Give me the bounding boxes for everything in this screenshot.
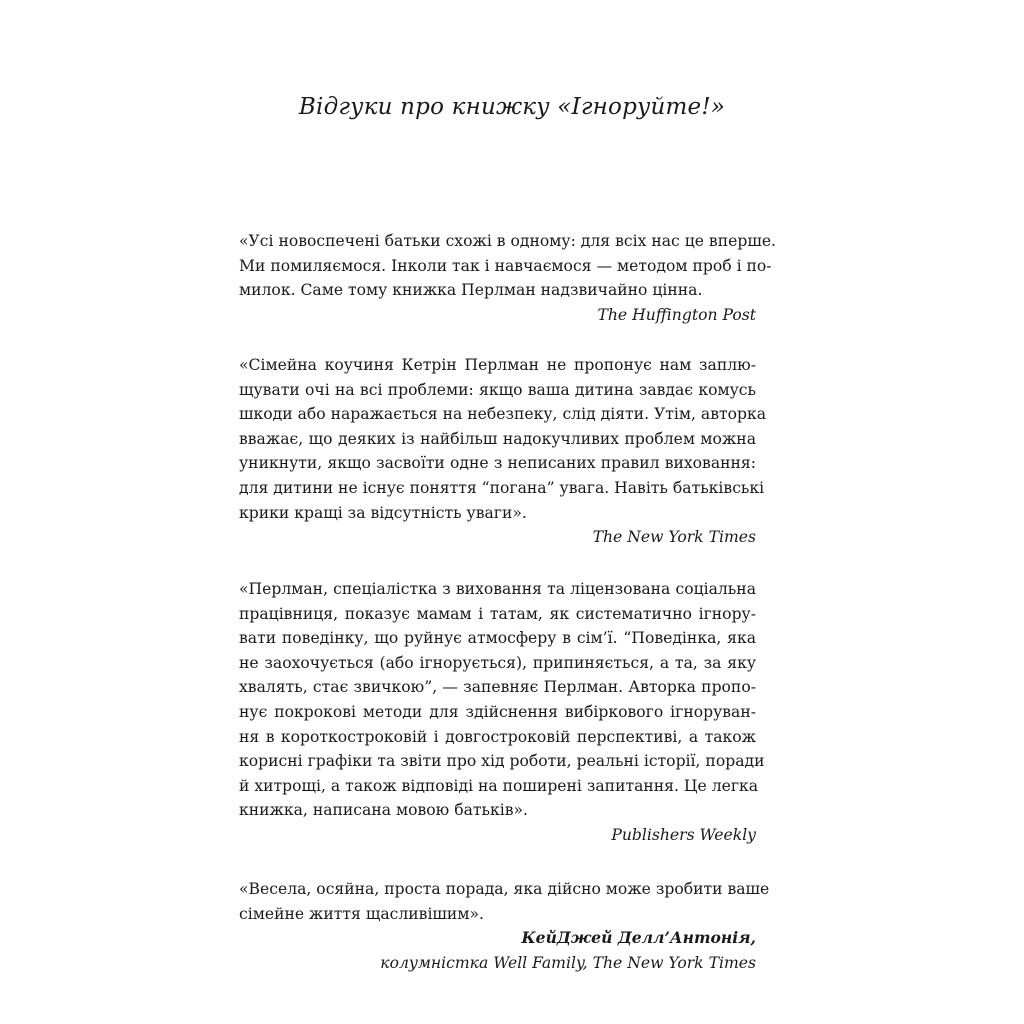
review-line: «Сімейна коучиня Кетрін Перлман не пропонує нам заплю- [239,356,756,374]
review-text [239,229,777,303]
review-source: Publishers Weekly [611,825,756,844]
review-line: Ми помиляємося. Інколи так і навчаємося — методом проб і по- [239,256,772,275]
review-text [239,353,767,525]
review-line: щувати очі на всі проблеми: якщо ваша дитина завдає комусь [239,380,756,399]
review-line: нує покрокові методи для здійснення вибіркового ігноруван- [239,702,756,721]
review-source: The Huffington Post [597,305,756,324]
review-line: ня в короткостроковій і довгостроковій перспективі, а також [239,727,756,746]
review-new-york-times [239,353,767,550]
review-line: хвалять, стає звичкою”, — запевняє Перлман. Авторка пропо- [239,678,756,697]
review-line: вважає, що деяких із найбільш надокучливих проблем можна [239,429,756,448]
review-line: «Усі новоспечені батьки схожі в одному: для всіх нас це вперше. [239,232,777,250]
review-line: не заохочується (або ігнорується), припиняється, а та, за яку [239,653,756,672]
review-line: крики кращі за відсутність уваги». [239,503,527,522]
review-line: й хитрощі, а також відповіді на поширені запитання. Це легка [239,776,759,795]
review-line: вати поведінку, що руйнує атмосферу в сім’ї. “Поведінка, яка [239,629,756,648]
review-line: милок. Саме тому книжка Перлман надзвичайно цінна. [239,281,703,300]
review-line: сімейне життя щасливішим». [239,904,484,923]
review-text [239,877,770,926]
page-title: Відгуки про книжку «Ігноруйте!» [298,94,726,120]
review-kj-dellantonia [239,877,770,975]
review-line: книжка, написана мовою батьків». [239,801,529,820]
review-source: колумністка Well Family, The New York Times [380,953,756,972]
review-line: шкоди або наражається на небезпеку, слід діяти. Утім, авторка [239,405,767,424]
review-line: «Перлман, спеціалістка з виховання та ліцензована соціальна [239,580,756,598]
review-publishers-weekly [239,577,765,848]
review-line: для дитини не існує поняття “погана” увага. Навіть батьківські [239,478,765,497]
review-huffington-post [239,229,777,327]
review-line: корисні графіки та звіти про хід роботи, реальні історії, поради [239,752,765,771]
review-line: уникнути, якщо засвоїти одне з неписаних правил виховання: [239,454,756,473]
review-source: The New York Times [592,528,756,547]
review-text [239,577,765,823]
review-line: працівниця, показує мамам і татам, як систематично ігнору- [239,604,756,623]
review-author: КейДжей Делл’Антонія, [521,928,756,948]
review-line: «Весела, осяйна, проста порада, яка дійсно може зробити ваше [239,880,770,898]
